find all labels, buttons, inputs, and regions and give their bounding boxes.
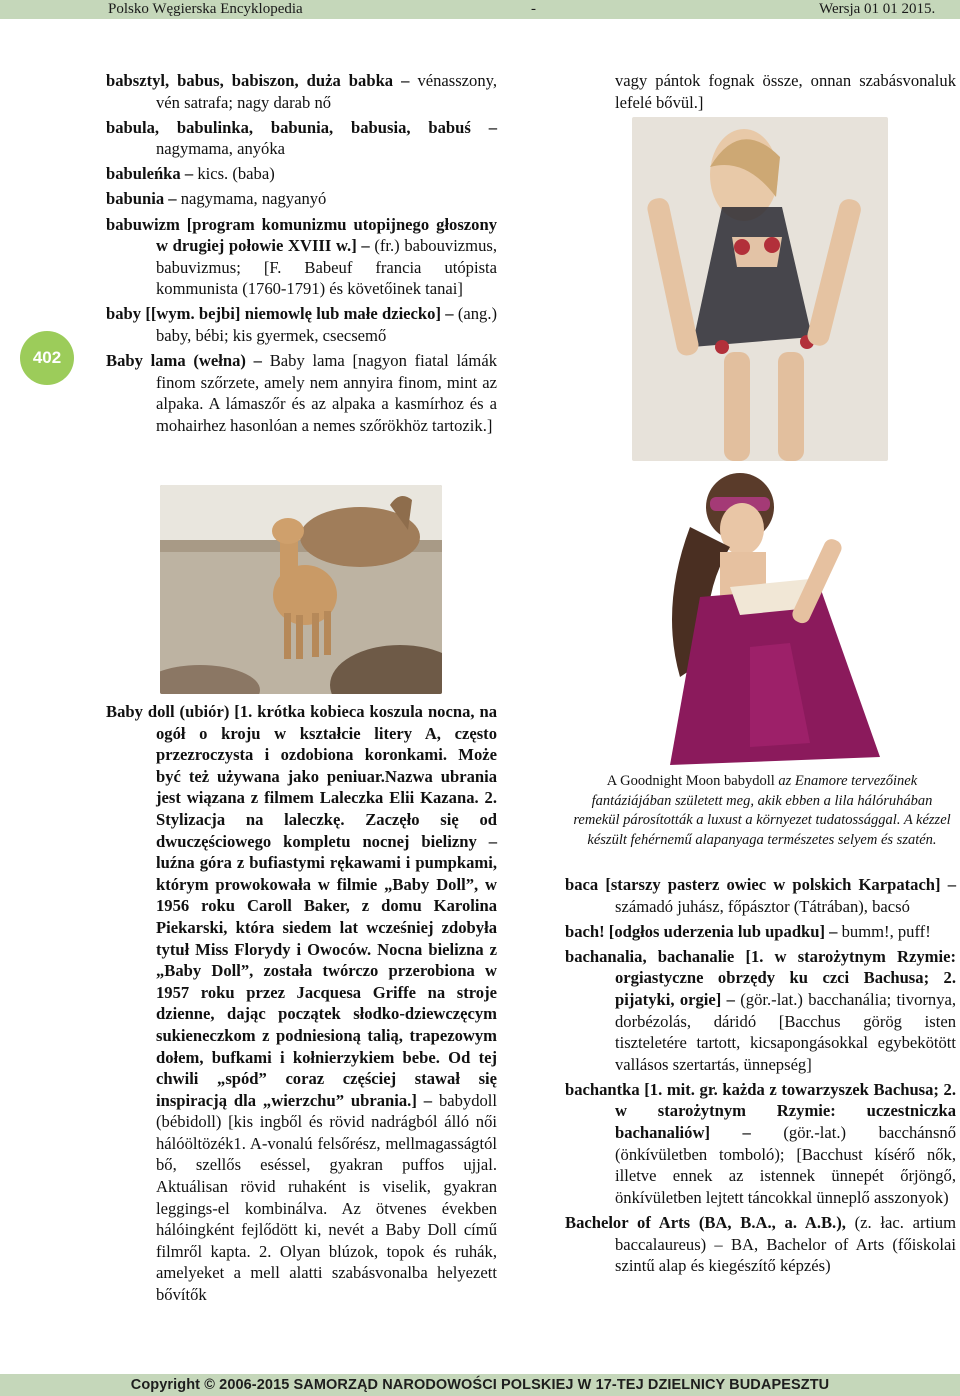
left-entry bbox=[106, 350, 497, 436]
right-term: bachantka [1. mit. gr. każda z towarzyszek Bachusa; 2. w starożytnym Rzymie: uczestniczka bachanaliów] – bbox=[565, 1079, 956, 1143]
right-definition: (z. łac. artium baccalaureus) – BA, Bachelor of Arts (főiskolai szintű alap és kiegészítő képzés) bbox=[615, 1212, 956, 1276]
left-term: babuwizm [program komunizmu utopijnego głoszony w drugiej połowie XVIII w.] – bbox=[106, 214, 497, 256]
babydoll-model-photo-1 bbox=[632, 117, 888, 461]
right-definition: bumm!, puff! bbox=[837, 921, 931, 941]
right-column-entries bbox=[565, 874, 956, 1280]
left-term: babunia – bbox=[106, 189, 177, 209]
right-entry bbox=[565, 921, 956, 943]
left-definition: kics. (baba) bbox=[193, 164, 275, 184]
left-entry bbox=[106, 214, 497, 300]
photo-caption bbox=[568, 772, 956, 850]
left-term: babsztyl, babus, babiszon, duża babka – bbox=[106, 71, 410, 90]
continuation-text: vagy pántok fognak össze, onnan szabásvonaluk lefelé bővül.] bbox=[615, 71, 956, 112]
left-definition: vénasszony, vén satrafa; nagy darab nő bbox=[156, 71, 498, 112]
right-definition: (gör.-lat.) bacchanália; tivornya, dorbézolás, dáridó [Bacchus görög isten tiszteletére tartott, kicsapongásokkal egybekötött vallásos szertartás, ünnepség] bbox=[615, 989, 957, 1074]
right-term: bachanalia, bachanalie [1. w starożytnym Rzymie: orgiastyczne obrzędy ku czci Bachusa; 2. pijatyki, orgie] – bbox=[565, 946, 956, 1009]
baby-doll-term: Baby doll (ubiór) [1. krótka kobieca koszula nocna, na ogół o kroju w kształcie litery A, często przezroczysta i ozdobiona koronkami. Może być też używana jako peniuar.Nazwa ubrania jest wiązana z filmem Laleczka Elii Kazana. 2. Stylizacja na laleczkę. Zaczęło się od dwuczęściowego kompletu nocnej bielizny – luźna góra z bufiastymi rękawami i pumpkami, którym prowokowała w filmie „Baby Doll”, w 1956 roku Caroll Baker, z domu Karolina Piekarski, która siedem lat wcześniej zdobyła tytuł Miss Florydy i Owoców. Nocna bielizna z „Baby Doll”, została twórczo przerobiona w 1957 roku przez Jacquesa Griffe na stroje dzienne, dając początek słodko-dziewczęcym sukieneczkom z podniesioną talią, trapezowym dołem, bufkami i kołnierzykiem bebe. Od tej chwili „spód” coraz częściej stawał się inspiracją dla „wierzchu” ubrania.] – bbox=[106, 702, 497, 1110]
left-column-entries bbox=[106, 70, 497, 440]
page-header bbox=[0, 0, 960, 19]
left-entry bbox=[106, 117, 497, 160]
header-version: Wersja 01 01 2015. bbox=[819, 1, 936, 17]
left-definition: Baby lama [nagyon fiatal lámák finom szőrzete, amely nem annyira finom, mint az alpaka. A lámaszőr és az alpaka a kasmírhoz és a mohairhez hasonlóan a nemes szőrökhöz tartozik.] bbox=[156, 351, 497, 435]
baby-doll-entry bbox=[106, 701, 497, 1306]
page-footer: Copyright © 2006-2015 SAMORZĄD NARODOWOŚCI POLSKIEJ W 17-TEJ DZIELNICY BUDAPESZTU bbox=[0, 1374, 960, 1396]
left-entry bbox=[106, 70, 497, 113]
left-definition: (fr.) babouvizmus, babuvizmus; [F. Babeuf francia utópista kommunista (1760-1791) és követőinek tanai] bbox=[156, 236, 497, 299]
right-entry bbox=[565, 946, 956, 1076]
baby-alpaca-photo bbox=[160, 485, 442, 694]
left-definition: nagymama, anyóka bbox=[156, 139, 286, 159]
caption-plain: A Goodnight Moon babydoll bbox=[606, 773, 779, 789]
right-term: baca [starszy pasterz owiec w polskich Karpatach] – bbox=[565, 875, 956, 894]
page-number-badge: 402 bbox=[20, 331, 74, 385]
right-term: Bachelor of Arts (BA, B.A., a. A.B.), bbox=[565, 1212, 846, 1232]
right-definition: (gör.-lat.) bacchánsnő (önkívületben tomboló); [Bacchust kísérő nők, illetve ennek az istennek ünnepét őrjöngő, önkívületben lejtett táncokkal ünneplő asszonyok) bbox=[615, 1123, 956, 1207]
header-title: Polsko Węgierska Encyklopedia bbox=[108, 1, 303, 17]
left-definition: (ang.) baby, bébi; kis gyermek, csecsemő bbox=[156, 304, 498, 346]
left-definition: nagymama, nagyanyó bbox=[176, 189, 327, 209]
baby-doll-definition: babydoll (bébidoll) [kis ingből és rövid nadrágból álló női hálóöltözék1. A-vonalú felsőrész, mellmagasságtól bő, szellős eséssel, gyakran puffos ujjal. Aktuálisan rövid ruhaként is viselik, gyakran leggings-el kombinálva. Az ötvenes években hálóingként fejlődött ki, nevét a Baby Doll című filmről kapta. 2. Olyan blúzok, topok és ruhák, amelyeket a mell alatti szabásvonalba helyezett bővítők bbox=[156, 1090, 498, 1305]
left-entry bbox=[106, 303, 497, 346]
right-definition: számadó juhász, főpásztor (Tátrában), bacsó bbox=[615, 896, 910, 916]
right-term: bach! [odgłos uderzenia lub upadku] – bbox=[565, 921, 838, 941]
right-entry bbox=[565, 1212, 956, 1277]
left-term: baby [[wym. bejbi] niemowlę lub małe dziecko] – bbox=[106, 304, 454, 324]
caption-italic: az Enamore tervezőinek fantáziájában született meg, akik ebben a lila hálóruhában remekül párosították a luxust a környezet tudatossággal. A kézzel készült fehérnemű alapanyaga természetes selyem és szatén. bbox=[573, 773, 951, 848]
right-entry bbox=[565, 1079, 956, 1209]
right-continuation bbox=[615, 70, 956, 113]
right-entry bbox=[565, 874, 956, 917]
babydoll-model-photo-2 bbox=[630, 467, 922, 765]
left-term: babuleńka – bbox=[106, 164, 194, 184]
left-term: babula, babulinka, babunia, babusia, babuś – bbox=[106, 117, 497, 137]
left-term: Baby lama (wełna) – bbox=[106, 351, 262, 371]
header-separator: - bbox=[531, 1, 536, 17]
left-entry bbox=[106, 163, 497, 185]
left-entry bbox=[106, 188, 497, 210]
